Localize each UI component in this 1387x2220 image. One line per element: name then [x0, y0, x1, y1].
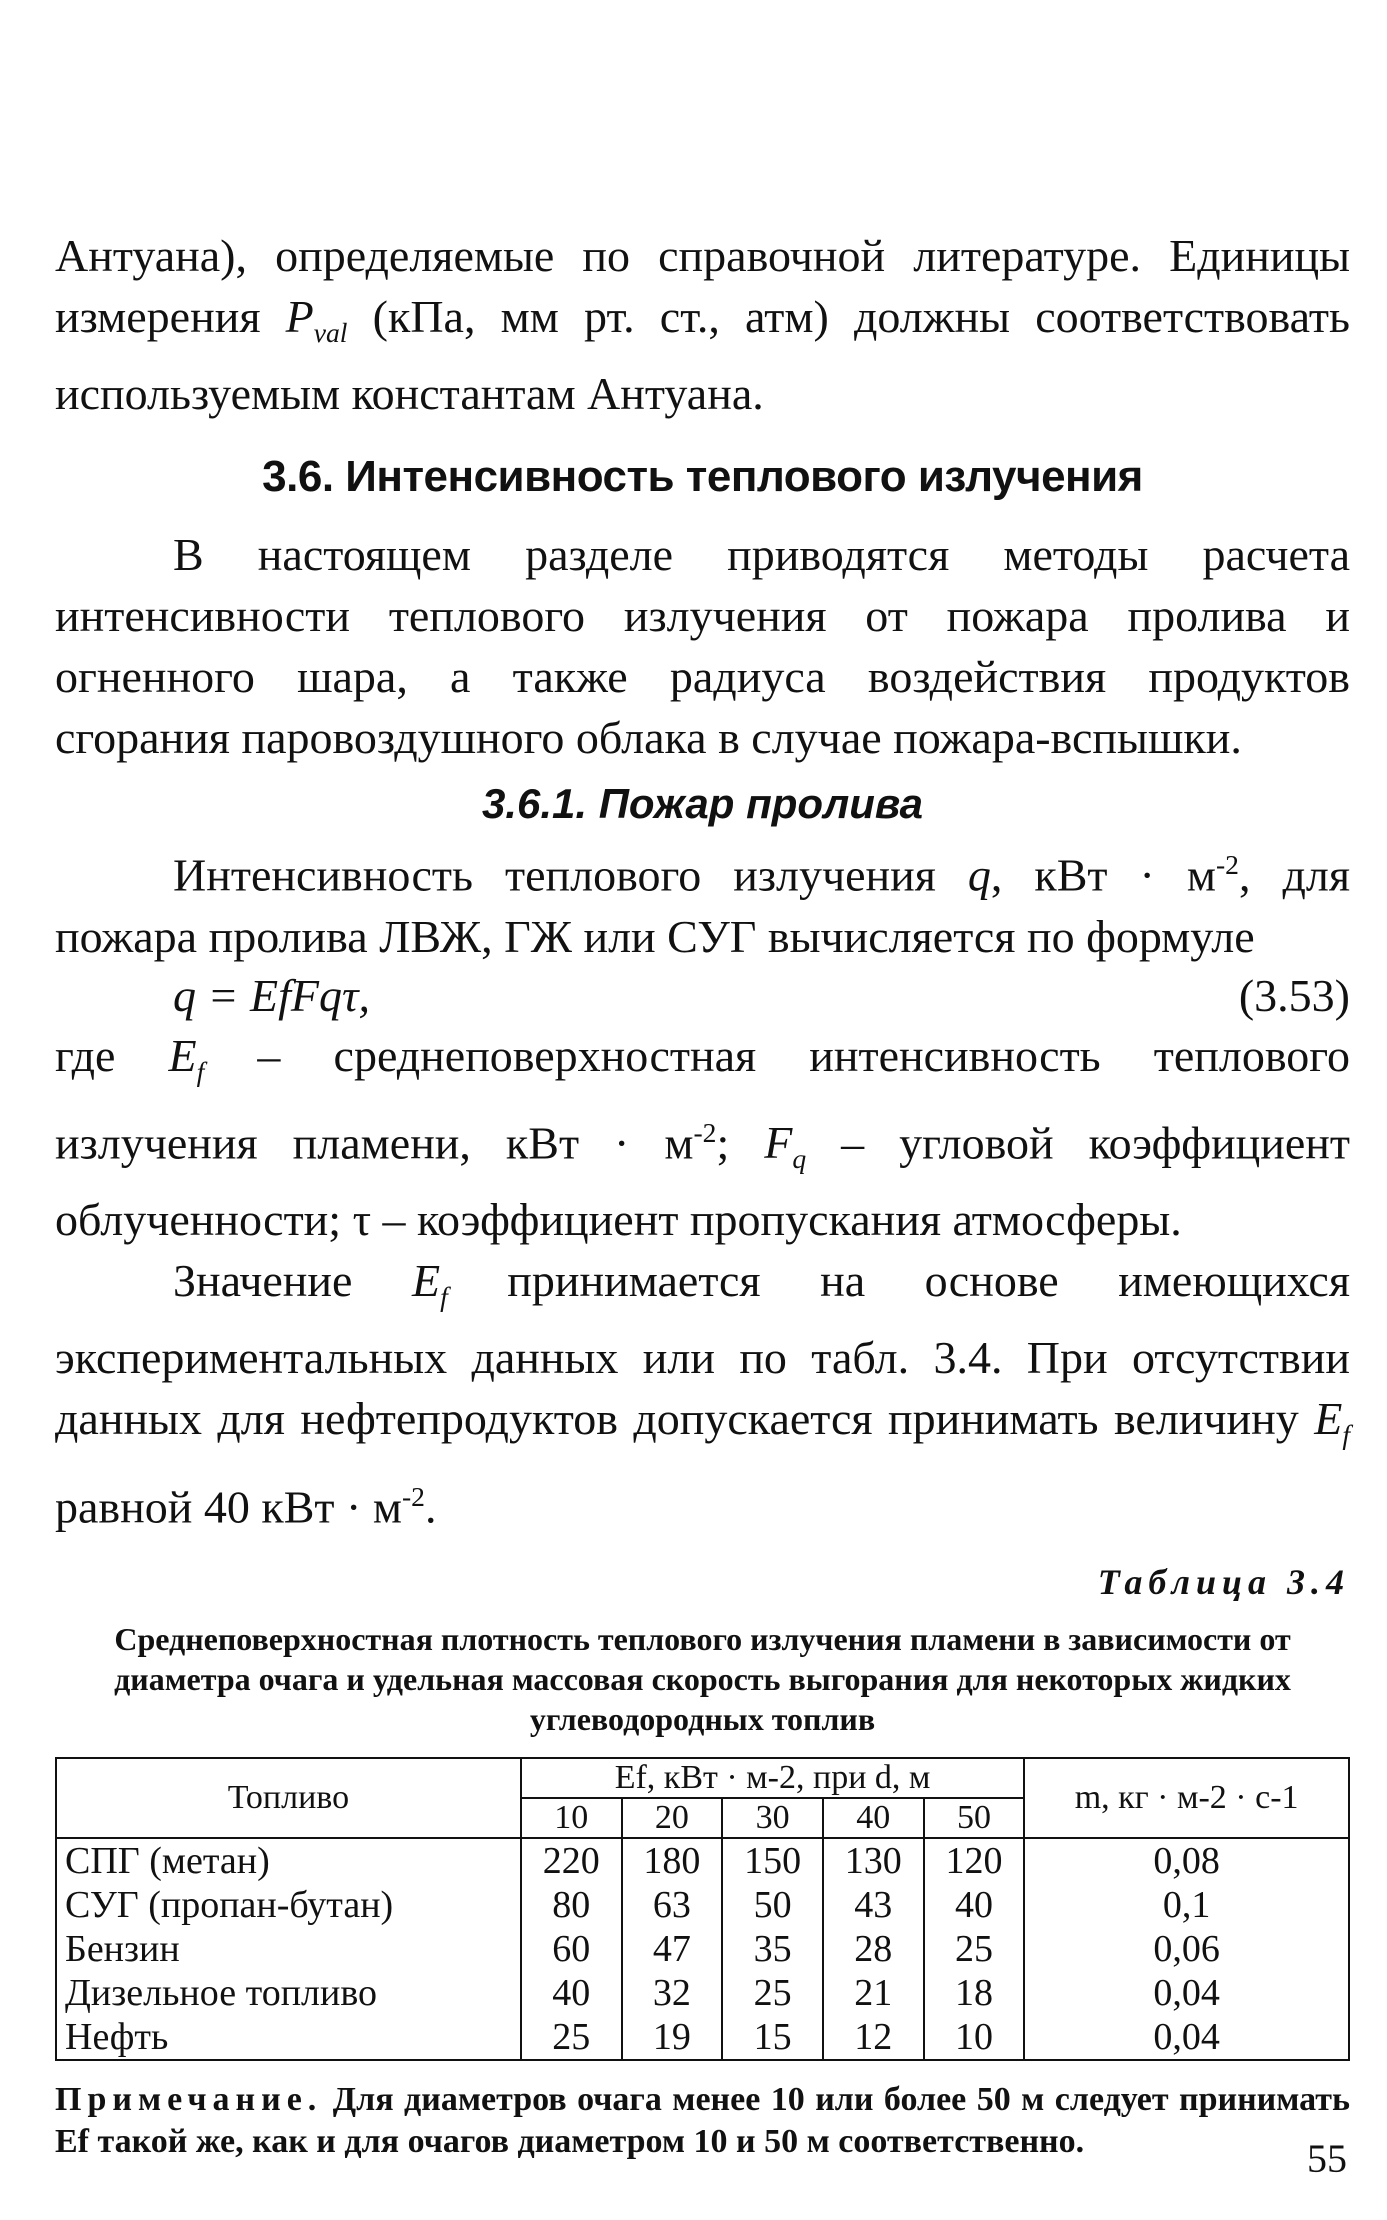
table-row [56, 1838, 1349, 1883]
header-fuel: Топливо [56, 1758, 521, 1838]
ef-value: 150 [722, 1838, 823, 1883]
document-page [55, 225, 1350, 2163]
ef-value: 12 [823, 2015, 924, 2060]
ef-value: 25 [924, 1927, 1025, 1971]
ef-value: 15 [722, 2015, 823, 2060]
header-ef: Ef, кВт · м-2, при d, м [521, 1758, 1024, 1798]
fuel-name: СПГ (метан) [56, 1838, 521, 1883]
burn-rate-value: 0,04 [1024, 2015, 1349, 2060]
pval-symbol: $P_{val}$ [285, 291, 348, 349]
fuel-name: СУГ (пропан-бутан) [56, 1883, 521, 1927]
paragraph-where: где $E_f$ – среднеповерхностная интенсивность теплового излучения пламени, кВт · $м^{-2}$; $F_q$ – угловой коэффициент облученности; τ – коэффициент пропускания атмосферы. [55, 1029, 1351, 1246]
ef-value: 180 [622, 1838, 723, 1883]
burn-rate-value: 0,08 [1024, 1838, 1349, 1883]
table-title: Среднеповерхностная плотность теплового излучения пламени в зависимости от диаметра очага и удельная массовая скорость выгорания для некоторых жидких углеводородных топлив [114, 1620, 1291, 1737]
formula-3-53 [173, 967, 1350, 1025]
ef-value: 25 [521, 2015, 622, 2060]
header-diameter: 30 [722, 1798, 823, 1838]
paragraph-intensity: Интенсивность теплового излучения q, кВт · $м^{-2}$, для пожара пролива ЛВЖ, ГЖ или СУГ вычисляется по формуле [55, 849, 1350, 962]
ef-value: 60 [521, 1927, 622, 1971]
ef-value: 47 [622, 1927, 723, 1971]
fuel-name: Дизельное топливо [56, 1971, 521, 2015]
intro-text: Антуана), определяемые по справочной литературе. Единицы измерения [55, 230, 1350, 342]
page-number: 55 [1307, 2136, 1347, 2181]
ef-value: 120 [924, 1838, 1025, 1883]
header-diameter: 40 [823, 1798, 924, 1838]
burn-rate-value: 0,06 [1024, 1927, 1349, 1971]
fuel-name: Бензин [56, 1927, 521, 1971]
table-row [56, 1927, 1349, 1971]
ef-value: 43 [823, 1883, 924, 1927]
header-diameter: 10 [521, 1798, 622, 1838]
table-row [56, 2015, 1349, 2060]
formula: q = EfFqτ, [173, 969, 370, 1021]
header-m: m, кг · м-2 · с-1 [1024, 1758, 1349, 1838]
intro-text-cont: (кПа, мм рт. ст., атм) должны соответствовать используемым константам Антуана. [55, 291, 1350, 420]
table-row [56, 1971, 1349, 2015]
intro-paragraph [55, 225, 1350, 424]
ef-value: 10 [924, 2015, 1025, 2060]
ef-value: 25 [722, 1971, 823, 2015]
ef-value: 18 [924, 1971, 1025, 2015]
section-paragraph: В настоящем разделе приводятся методы расчета интенсивности теплового излучения от пожара пролива и огненного шара, а также радиуса воздействия продуктов сгорания паровоздушного облака в случае пожара-вспышки. [55, 529, 1350, 764]
ef-value: 40 [924, 1883, 1025, 1927]
ef-value: 80 [521, 1883, 622, 1927]
table-label: Таблица 3.4 [1097, 1561, 1350, 1602]
ef-value: 32 [622, 1971, 723, 2015]
ef-value: 21 [823, 1971, 924, 2015]
ef-value: 40 [521, 1971, 622, 2015]
ef-value: 63 [622, 1883, 723, 1927]
table-row [56, 1883, 1349, 1927]
formula-number: (3.53) [1238, 969, 1350, 1021]
header-diameter: 50 [924, 1798, 1025, 1838]
burn-rate-value: 0,04 [1024, 1971, 1349, 2015]
header-diameter: 20 [622, 1798, 723, 1838]
fuel-name: Нефть [56, 2015, 521, 2060]
ef-value: 35 [722, 1927, 823, 1971]
section-heading: 3.6. Интенсивность теплового излучения [262, 452, 1143, 502]
ef-value: 130 [823, 1838, 924, 1883]
burn-rate-value: 0,1 [1024, 1883, 1349, 1927]
paragraph-value: Значение $E_f$ принимается на основе имеющихся экспериментальных данных или по табл. 3.4. При отсутствии данных для нефтепродуктов допускается принимать величину $E_f$ равной 40 кВт · $м^{-2}$. [55, 1255, 1350, 1532]
ef-value: 220 [521, 1838, 622, 1883]
fuel-table [55, 1757, 1350, 2061]
ef-value: 50 [722, 1883, 823, 1927]
ef-value: 28 [823, 1927, 924, 1971]
table-note: Примечание. Для диаметров очага менее 10 или более 50 м следует принимать Ef такой же, как и для очагов диаметром 10 и 50 м соответственно. [55, 2080, 1350, 2160]
subsection-heading: 3.6.1. Пожар пролива [481, 780, 924, 828]
ef-value: 19 [622, 2015, 723, 2060]
